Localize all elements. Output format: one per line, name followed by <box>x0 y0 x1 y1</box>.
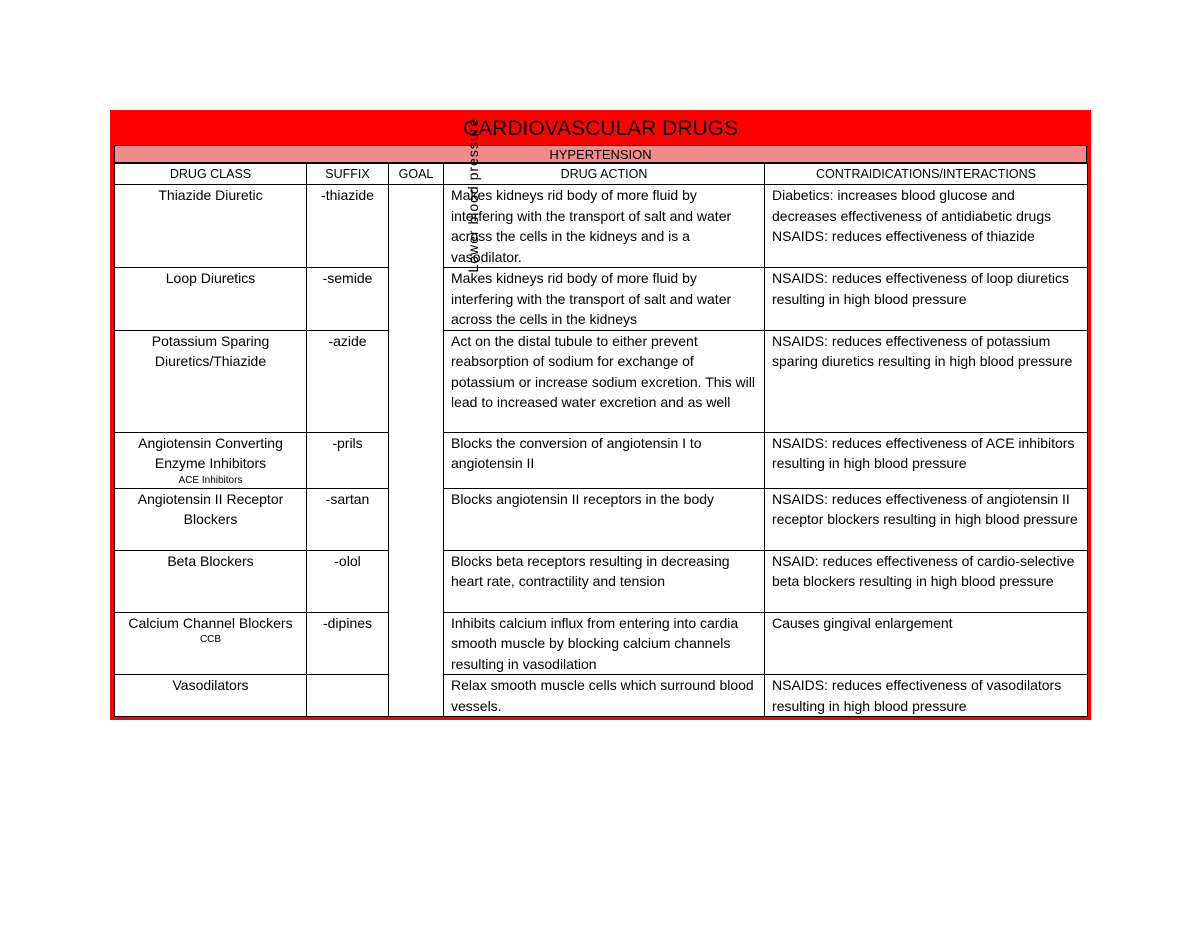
header-goal: GOAL <box>389 164 444 185</box>
drug-class-cell <box>115 330 307 432</box>
header-contraindications: CONTRAIDICATIONS/INTERACTIONS <box>765 164 1088 185</box>
drug-action-cell: Makes kidneys rid body of more fluid by interfering with the transport of salt and water across the cells in the kidneys <box>444 268 765 331</box>
contraindication-cell: NSAIDS: reduces effectiveness of angiotensin II receptor blockers resulting in high blood pressure <box>765 488 1088 550</box>
contraindication-cell: NSAIDS: reduces effectiveness of ACE inhibitors resulting in high blood pressure <box>765 432 1088 488</box>
drug-action-cell: Makes kidneys rid body of more fluid by interfering with the transport of salt and water across the cells in the kidneys and is a vasodilator. <box>444 185 765 268</box>
drug-action-cell: Relax smooth muscle cells which surround blood vessels. <box>444 675 765 717</box>
suffix-cell: -dipines <box>307 612 389 675</box>
table-row <box>115 488 1088 550</box>
section-subtitle: HYPERTENSION <box>114 145 1087 163</box>
table-row <box>115 612 1088 675</box>
table-header-row <box>115 164 1088 185</box>
drug-action-cell: Blocks beta receptors resulting in decreasing heart rate, contractility and tension <box>444 550 765 612</box>
table-row <box>115 268 1088 331</box>
goal-label: Lower blood pressure <box>465 117 482 273</box>
drug-action-cell: Blocks the conversion of angiotensin I to angiotensin II <box>444 432 765 488</box>
drug-class-abbreviation: CCB <box>199 634 222 645</box>
table-row <box>115 675 1088 717</box>
header-suffix: SUFFIX <box>307 164 389 185</box>
drug-class-label: Thiazide Diuretic <box>158 187 263 203</box>
contraindication-cell: Diabetics: increases blood glucose and decreases effectiveness of antidiabetic drugs NSAIDS: reduces effectiveness of thiazide <box>765 185 1088 268</box>
suffix-cell: -prils <box>307 432 389 488</box>
drug-class-label: Beta Blockers <box>167 552 254 569</box>
drug-class-label: Calcium Channel Blockers <box>128 614 293 631</box>
drug-class-cell <box>115 185 307 268</box>
drug-class-cell <box>115 488 307 550</box>
drug-class-cell <box>115 550 307 612</box>
contraindication-cell: NSAIDS: reduces effectiveness of vasodilators resulting in high blood pressure <box>765 675 1088 717</box>
drug-class-cell <box>115 432 307 488</box>
table-row <box>115 550 1088 612</box>
table-row <box>115 432 1088 488</box>
drug-class-label: Potassium Sparing Diuretics/Thiazide <box>151 332 270 369</box>
drug-class-cell <box>115 612 307 675</box>
contraindication-cell: Causes gingival enlargement <box>765 612 1088 675</box>
drug-class-cell <box>115 268 307 331</box>
drug-class-label: Angiotensin II Receptor Blockers <box>137 490 284 527</box>
suffix-cell: -thiazide <box>307 185 389 268</box>
contraindication-cell: NSAIDS: reduces effectiveness of potassium sparing diuretics resulting in high blood pressure <box>765 330 1088 432</box>
suffix-cell <box>307 675 389 717</box>
drug-action-cell: Act on the distal tubule to either prevent reabsorption of sodium for exchange of potassium or increase sodium excretion. This will lead to increased water excretion and as well <box>444 330 765 432</box>
header-drug-class: DRUG CLASS <box>115 164 307 185</box>
header-drug-action: DRUG ACTION <box>444 164 765 185</box>
page-title: CARDIOVASCULAR DRUGS <box>463 117 738 140</box>
drug-action-cell: Blocks angiotensin II receptors in the body <box>444 488 765 550</box>
drug-class-cell <box>115 675 307 717</box>
suffix-cell: -semide <box>307 268 389 331</box>
drug-class-label: Vasodilators <box>172 677 249 693</box>
suffix-cell: -olol <box>307 550 389 612</box>
contraindication-cell: NSAIDS: reduces effectiveness of loop diuretics resulting in high blood pressure <box>765 268 1088 331</box>
suffix-cell: -sartan <box>307 488 389 550</box>
drug-table-sheet <box>110 110 1091 720</box>
drug-class-abbreviation: ACE Inhibitors <box>178 474 243 486</box>
contraindication-cell: NSAID: reduces effectiveness of cardio-selective beta blockers resulting in high blood pressure <box>765 550 1088 612</box>
table-row <box>115 185 1088 268</box>
drug-class-label: Loop Diuretics <box>165 270 256 286</box>
table-row <box>115 330 1088 432</box>
drug-action-cell: Inhibits calcium influx from entering into cardia smooth muscle by blocking calcium channels resulting in vasodilation <box>444 612 765 675</box>
drug-class-label: Angiotensin Converting Enzyme Inhibitors <box>138 434 283 471</box>
suffix-cell: -azide <box>307 330 389 432</box>
